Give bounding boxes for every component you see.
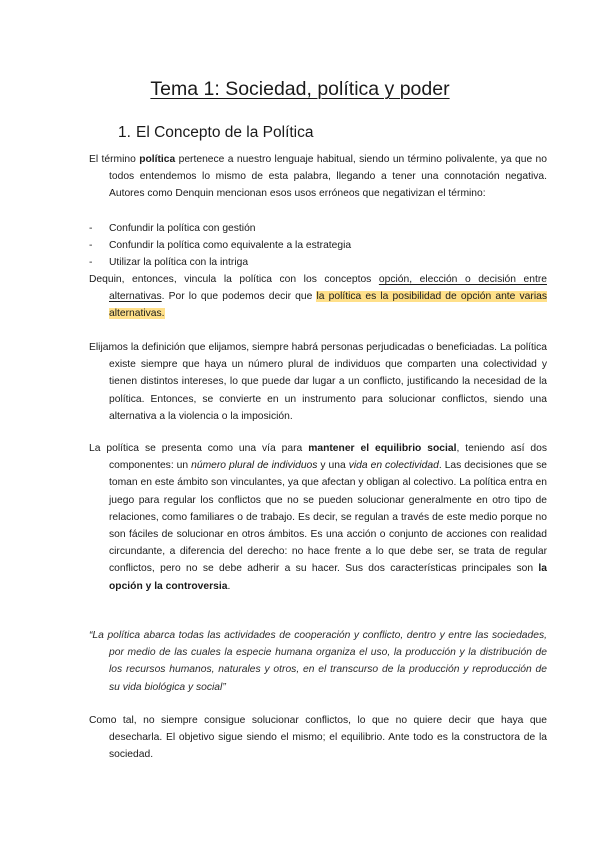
list-item	[89, 220, 351, 237]
section-number: 1.	[118, 124, 131, 141]
p4-bold-equilibrio: mantener el equilibrio social	[308, 443, 457, 454]
p4-text-e: y una	[317, 460, 349, 472]
list-item-text: Utilizar la política con la intriga	[109, 257, 249, 269]
quotation: “La política abarca todas las actividades de cooperación y conflicto, dentro y entre las sociedades, por medio de las cuales la especie humana organiza el uso, la producción y la distribución de los recursos humanos, naturales y otros, en el transcurso de la producción y reproducción de su vida biológica y social”	[89, 630, 547, 693]
section-title: El Concepto de la Política	[136, 124, 314, 141]
misuse-list	[89, 220, 351, 272]
p2-text-a: Dequin, entonces, vincula la política con los conceptos	[89, 274, 379, 285]
paragraph-equilibrium	[89, 440, 547, 595]
paragraph-conclusion: Como tal, no siempre consigue solucionar conflictos, lo que no quiere decir que haya que desecharla. El objetivo sigue siendo el mismo; el equilibrio. Ante todo es la constructora de la sociedad.	[89, 715, 547, 761]
p1-term-politica: política	[139, 154, 176, 165]
list-item-text: Confundir la política con gestión	[109, 223, 256, 234]
paragraph-dequin	[89, 271, 547, 323]
p4-italic-colectividad: vida en colectividad	[348, 460, 439, 472]
list-item	[89, 254, 351, 271]
p2-text-c: . Por lo que podemos decir que	[161, 291, 317, 303]
p4-text-i: .	[227, 580, 231, 592]
list-dash: -	[89, 223, 93, 234]
p1-text-c: pertenece a nuestro lenguaje habitual, siendo un término polivalente, ya que no todos entendemos lo mismo de esta palabra, llegando a tener una connotación negativa. Autores como Denquin mencionan esos usos erróneos que negativizan el término:	[109, 154, 547, 200]
p1-text-a: El término	[89, 154, 140, 165]
p4-bold-opcion-controversia: la opción y la controversia	[109, 563, 547, 592]
p4-text-c: , teniendo así dos componentes: un	[109, 443, 547, 472]
document-title: Tema 1: Sociedad, política y poder	[150, 78, 450, 100]
list-item	[89, 237, 351, 254]
list-item-text: Confundir la política como equivalente a la estrategia	[109, 240, 352, 252]
p4-italic-individuos: número plural de individuos	[191, 460, 318, 472]
paragraph-intro	[89, 151, 547, 203]
p2-highlighted-definition: la política es la posibilidad de opción ante varias alternativas.	[109, 291, 547, 320]
list-dash: -	[89, 257, 93, 269]
list-dash: -	[89, 240, 93, 252]
p4-text-g: . Las decisiones que se toman en este ámbito son vinculantes, ya que afectan y obligan al colectivo. La política entra en juego para regular los conflictos que no se pueden solucionar generalmente en otro tipo de relaciones, como familiares o de trabajo. Es decir, se regulan a través de este medio porque no son fáciles de solucionar en otros ámbitos. Es una acción o conjunto de acciones con realidad circundante, a diferencia del derecho: no hace frente a lo que debe ser, se trata de regular conflictos, pero no se debe adherir a su hacer. Sus dos características principales son	[109, 460, 547, 575]
p2-underlined-concepts: opción, elección o decisión entre alternativas	[109, 274, 547, 303]
paragraph-definition: Elijamos la definición que elijamos, siempre habrá personas perjudicadas o beneficiadas. La política existe siempre que haya un número plural de individuos que comparten una colectividad y tienen distintos intereses, lo que puede dar lugar a un conflicto, justificando la necesidad de la política. Entonces, se convierte en un instrumento para solucionar conflictos, siendo una alternativa a la violencia o la imposición.	[89, 342, 547, 422]
p4-text-a: La política se presenta como una vía para	[89, 443, 309, 454]
